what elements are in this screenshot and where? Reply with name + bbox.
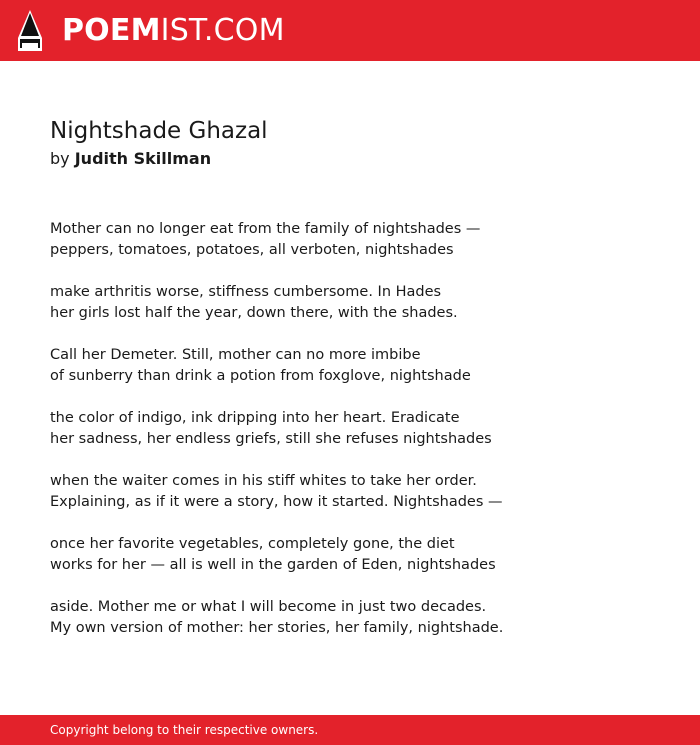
logo-bold-text: POEM (62, 13, 161, 48)
poem-title: Nightshade Ghazal (50, 118, 268, 144)
poem-line: when the waiter comes in his stiff whites to take her order. (50, 473, 477, 489)
poem-line: aside. Mother me or what I will become in just two decades. (50, 599, 487, 615)
poem-line: Explaining, as if it were a story, how it started. Nightshades — (50, 494, 503, 510)
site-footer (0, 715, 700, 745)
author-name[interactable]: Judith Skillman (74, 149, 212, 168)
poem-stanza (50, 282, 503, 324)
poem-line: her sadness, her endless griefs, still she refuses nightshades (50, 431, 492, 447)
by-label: by (50, 149, 70, 168)
site-header (0, 0, 700, 61)
poem-byline (50, 148, 211, 170)
poem-line: her girls lost half the year, down there, with the shades. (50, 305, 458, 321)
poem-stanza (50, 219, 503, 261)
pencil-tip-icon[interactable] (18, 10, 42, 51)
poem-line: the color of indigo, ink dripping into her heart. Eradicate (50, 410, 460, 426)
poem-line: once her favorite vegetables, completely gone, the diet (50, 536, 455, 552)
copyright-text: Copyright belong to their respective owners. (50, 723, 319, 737)
poem-stanza (50, 345, 503, 387)
poem-line: My own version of mother: her stories, her family, nightshade. (50, 620, 504, 636)
poem-line: of sunberry than drink a potion from foxglove, nightshade (50, 368, 471, 384)
poem-line: peppers, tomatoes, potatoes, all verboten, nightshades (50, 242, 454, 258)
logo-light-text: IST.COM (160, 13, 285, 48)
poem-line: Mother can no longer eat from the family of nightshades — (50, 221, 481, 237)
poem-line: make arthritis worse, stiffness cumbersome. In Hades (50, 284, 442, 300)
poem-stanza (50, 597, 503, 639)
poem-stanza (50, 471, 503, 513)
poem-line: works for her — all is well in the garden of Eden, nightshades (50, 557, 496, 573)
poem-body (50, 219, 503, 660)
poem-line: Call her Demeter. Still, mother can no more imbibe (50, 347, 421, 363)
poem-stanza (50, 408, 503, 450)
site-logo[interactable] (62, 12, 285, 50)
poem-stanza (50, 534, 503, 576)
